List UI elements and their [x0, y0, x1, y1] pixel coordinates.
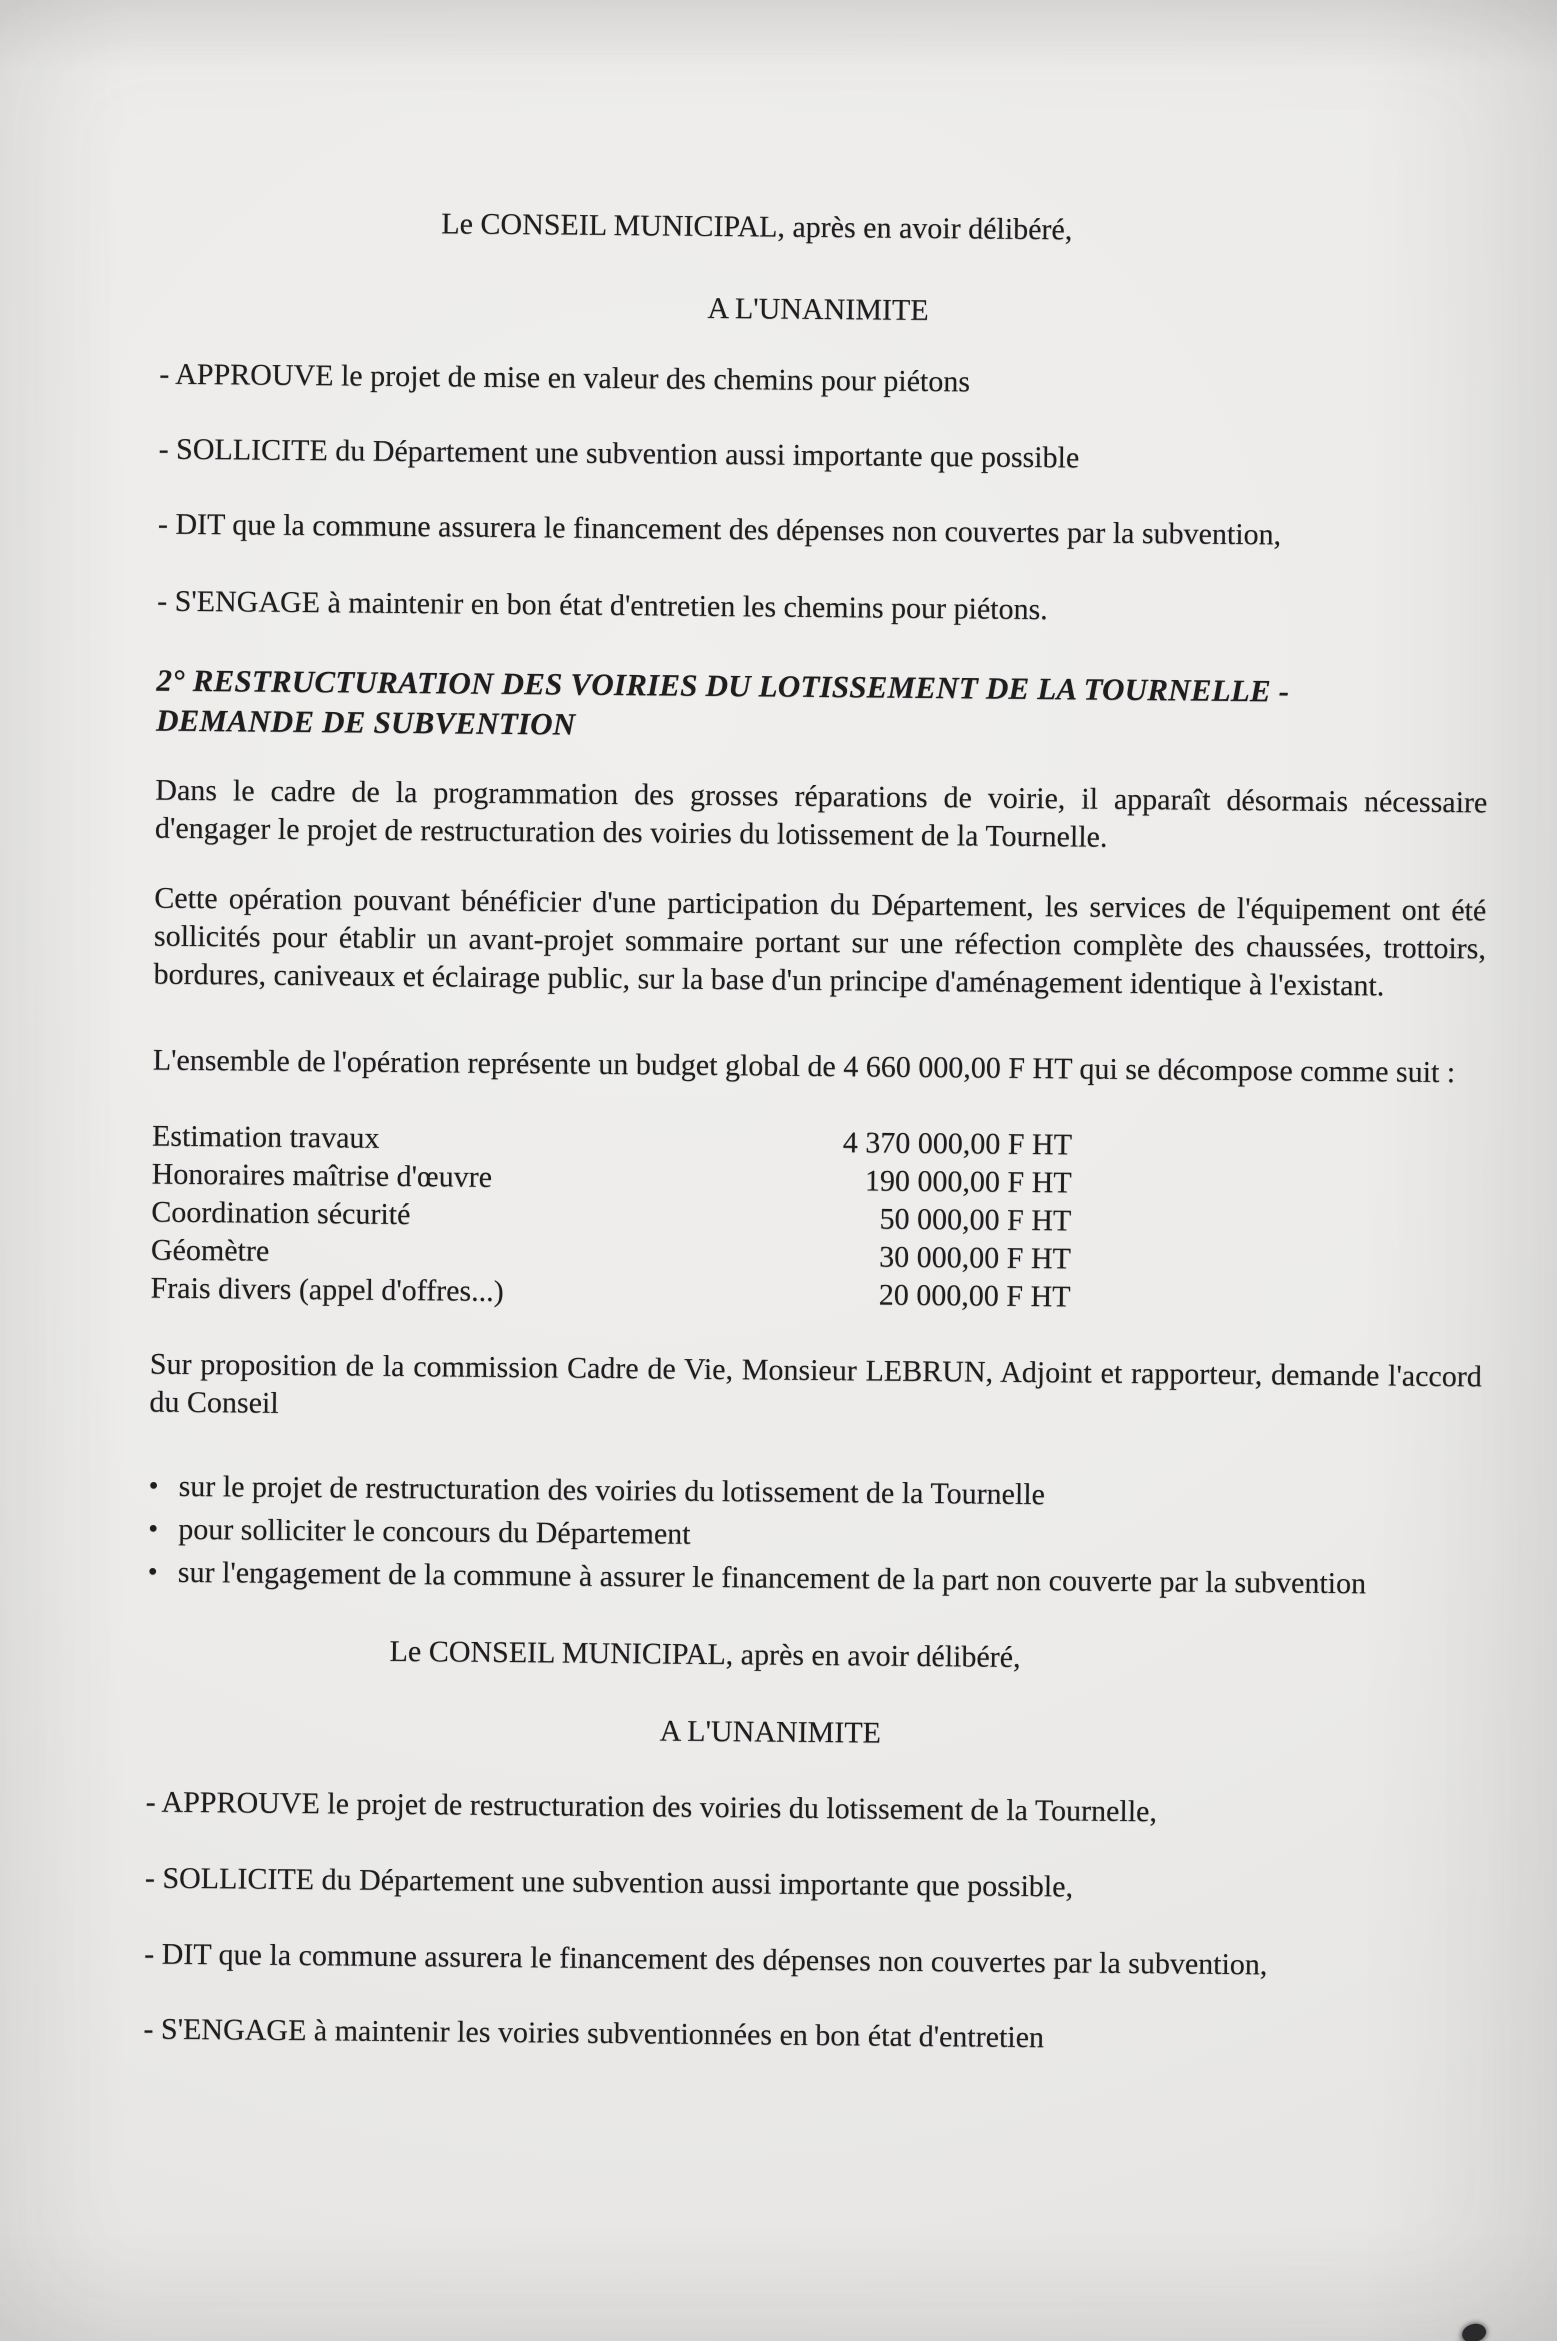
resolution-sollicite-pietons: - SOLLICITE du Département une subvention aussi importante que possible	[158, 432, 1080, 475]
bullet-item-text: sur l'engagement de la commune à assurer le financement de la part non couverte par la subvention	[177, 1555, 1367, 1601]
budget-amount: 190 000,00 F HT	[864, 1164, 1072, 1200]
budget-amount: 30 000,00 F HT	[879, 1240, 1072, 1276]
paragraph-operation: Cette opération pouvant bénéficier d'une participation du Département, les services de l'équipement ont été sollicités pour établir un avant-projet sommaire portant sur une réfection complète des chaussées, trottoirs, bordures, caniveaux et éclairage public, sur la base d'un principe d'aménagement identique à l'existant.	[153, 881, 1487, 1003]
resolution-approuve-tournelle: - APPROUVE le projet de restructuration des voiries du lotissement de la Tournelle,	[145, 1785, 1158, 1829]
budget-label: Frais divers (appel d'offres...)	[150, 1271, 504, 1308]
bullet-dot-icon: •	[148, 1513, 159, 1545]
bullet-item-text: pour solliciter le concours du Département	[178, 1512, 691, 1551]
bullet-dot-icon: •	[148, 1470, 159, 1502]
section-heading-line1: 2° RESTRUCTURATION DES VOIRIES DU LOTISSEMENT DE LA TOURNELLE -	[156, 662, 1290, 709]
resolution-dit-tournelle: - DIT que la commune assurera le financement des dépenses non couvertes par la subvention,	[144, 1937, 1268, 1982]
bullet-item	[149, 1468, 1481, 1519]
page-corner-ink-mark	[1459, 2320, 1488, 2341]
section-heading-line2: DEMANDE DE SUBVENTION	[155, 702, 576, 742]
paragraph-context: Dans le cadre de la programmation des grosses réparations de voirie, il apparaît désormais nécessaire d'engager le projet de restructuration des voiries du lotissement de la Tournelle.	[154, 773, 1488, 854]
budget-label: Estimation travaux	[151, 1119, 380, 1155]
section-heading	[156, 661, 1489, 754]
bullet-item	[148, 1511, 1480, 1562]
budget-amount: 4 370 000,00 F HT	[842, 1126, 1073, 1162]
document-content	[143, 0, 1495, 2061]
paragraph-budget-intro: L'ensemble de l'opération représente un budget global de 4 660 000,00 F HT qui se décompose comme suit :	[152, 1043, 1456, 1090]
budget-label: Coordination sécurité	[151, 1195, 411, 1232]
council-deliberation-line: Le CONSEIL MUNICIPAL, après en avoir délibéré,	[441, 207, 1073, 247]
council-deliberation-line: Le CONSEIL MUNICIPAL, après en avoir délibéré,	[389, 1634, 1021, 1674]
unanimity-line: A L'UNANIMITE	[707, 291, 929, 327]
budget-label: Géomètre	[150, 1233, 270, 1268]
resolution-dit-pietons: - DIT que la commune assurera le financement des dépenses non couvertes par la subvention,	[157, 507, 1282, 552]
budget-label: Honoraires maîtrise d'œuvre	[151, 1157, 493, 1194]
budget-table	[150, 1118, 1484, 1321]
budget-amount: 20 000,00 F HT	[878, 1278, 1071, 1314]
bullet-item-text: sur le projet de restructuration des voiries du lotissement de la Tournelle	[178, 1469, 1046, 1512]
resolution-approuve-pietons: - APPROUVE le projet de mise en valeur des chemins pour piétons	[159, 357, 971, 399]
bullet-list	[148, 1468, 1481, 1605]
resolution-sollicite-tournelle: - SOLLICITE du Département une subvention aussi importante que possible,	[144, 1861, 1074, 1904]
bullet-item	[148, 1554, 1480, 1605]
unanimity-line: A L'UNANIMITE	[659, 1714, 882, 1750]
resolution-sengage-tournelle: - S'ENGAGE à maintenir les voiries subventionnées en bon état d'entretien	[143, 2012, 1045, 2055]
paragraph-proposal: Sur proposition de la commission Cadre de Vie, Monsieur LEBRUN, Adjoint et rapporteur, demande l'accord du Conseil	[149, 1347, 1482, 1420]
resolution-sengage-pietons: - S'ENGAGE à maintenir en bon état d'entretien les chemins pour piétons.	[157, 584, 1048, 627]
budget-amount: 50 000,00 F HT	[879, 1202, 1072, 1238]
bullet-dot-icon: •	[147, 1556, 158, 1588]
